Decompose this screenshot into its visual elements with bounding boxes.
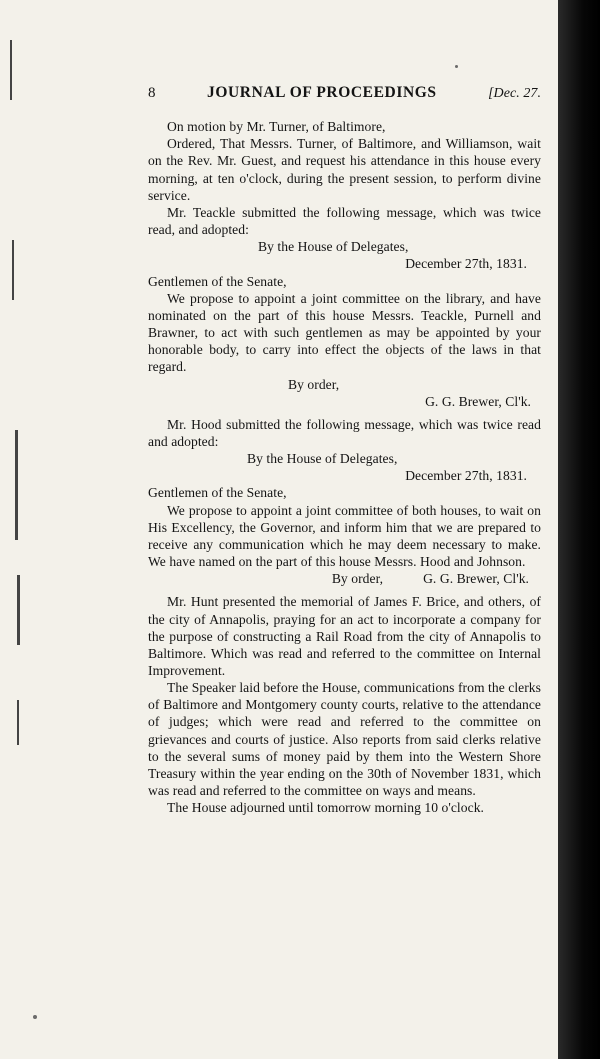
by-order: By order, — [288, 376, 340, 392]
running-title: JOURNAL OF PROCEEDINGS — [206, 84, 437, 101]
ink-speck — [455, 65, 458, 68]
margin-mark — [17, 700, 19, 745]
paragraph-motion: On motion by Mr. Turner, of Baltimore, — [167, 119, 386, 135]
running-date: [Dec. 27. — [488, 86, 541, 101]
salutation: Gentlemen of the Senate, — [148, 273, 287, 289]
ink-speck — [33, 1015, 37, 1019]
message-date: December 27th, 1831. — [405, 256, 527, 272]
page-edge-shadow — [558, 0, 600, 1059]
paragraph-library-committee: We propose to appoint a joint committee on the library, and have nominated on the part of this house Messrs. Teackle, Purnell and Brawner, to act with such gentlemen as may be appointed by your honorable body, to carry into effect the objects of the laws in that regard. — [148, 290, 541, 375]
paragraph-joint-committee: We propose to appoint a joint committee of both houses, to wait on His Excellency, the Governor, and inform him that we are prepared to receive any communication which he may deem necessary to make. We have named on the part of this house Messrs. Hood and Johnson. — [148, 502, 541, 570]
margin-mark — [15, 430, 18, 540]
clerk-signature: G. G. Brewer, Cl'k. — [425, 393, 531, 409]
paragraph-teackle-message: Mr. Teackle submitted the following message, which was twice read, and adopted: — [148, 204, 541, 238]
message-date: December 27th, 1831. — [405, 468, 527, 484]
salutation: Gentlemen of the Senate, — [148, 485, 287, 501]
page-number: 8 — [148, 85, 156, 101]
message-heading: By the House of Delegates, — [258, 239, 409, 255]
running-header — [148, 84, 541, 102]
paragraph-railroad-memorial: Mr. Hunt presented the memorial of James F. Brice, and others, of the city of Annapolis, praying for an act to incorporate a company for the purpose of constructing a Rail Road from the city of Annapolis to Baltimore. Which was read and referred to the committee on Internal Improvement. — [148, 594, 541, 678]
page-text — [148, 84, 541, 816]
paragraph-order: Ordered, That Messrs. Turner, of Baltimore, and Williamson, wait on the Rev. Mr. Guest, and request his attendance in this house every morning, at ten o'clock, during the present session, to perform divine service. — [148, 136, 541, 203]
clerk-signature: G. G. Brewer, Cl'k. — [423, 571, 529, 587]
margin-mark — [10, 40, 12, 100]
paragraph-adjournment: The House adjourned until tomorrow morning 10 o'clock. — [167, 800, 484, 816]
signature-line — [148, 570, 541, 587]
margin-mark — [17, 575, 20, 645]
margin-mark — [12, 240, 14, 300]
message-heading: By the House of Delegates, — [247, 451, 398, 467]
paragraph-speaker-communications: The Speaker laid before the House, communications from the clerks of Baltimore and Montgomery county courts, relative to the attendance of judges; which were read and referred to the committee on grievances and courts of justice. Also reports from said clerks relative to the several sums of money paid by them into the Western Shore Treasury within the year ending on the 30th of November 1831, which was read and referred to the committee on ways and means. — [148, 680, 541, 799]
paragraph-hood-message: Mr. Hood submitted the following message, which was twice read and adopted: — [148, 416, 541, 449]
by-order: By order, — [331, 571, 384, 587]
